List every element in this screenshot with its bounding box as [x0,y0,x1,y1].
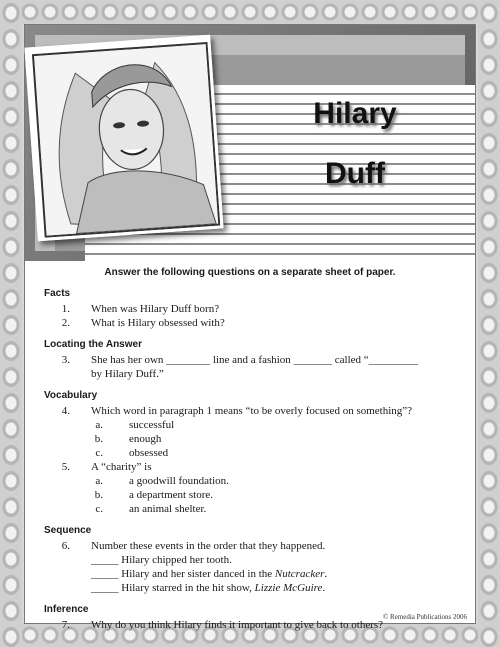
copyright-notice: © Remedia Publications 2006 [382,613,467,621]
answer-option: b. enough [94,433,162,445]
section-facts [44,287,469,330]
decorative-border-left [0,0,22,647]
answer-option: c. an animal shelter. [95,503,207,515]
section-heading: Vocabulary [44,390,98,401]
question-3: 3. She has her own ________ line and a fashion _______ called “_________ [61,354,419,366]
section-heading: Inference [44,604,89,615]
question-1: 1. When was Hilary Duff born? [61,303,220,315]
section-locating-answer [44,338,469,381]
question-5: 5. A “charity” is [61,461,152,473]
answer-option: a. successful [95,419,175,431]
question-6: 6. Number these events in the order that they happened. [61,540,326,552]
section-heading: Locating the Answer [44,339,142,350]
worksheet-page [24,24,476,631]
question-4: 4. Which word in paragraph 1 means “to be overly focused on something”? [61,405,413,417]
title-last-name: Duff [325,157,385,190]
section-heading: Facts [44,288,71,299]
section-vocabulary [44,389,469,516]
instructions: Answer the following questions on a separate sheet of paper. [104,267,396,278]
questions-content [44,287,469,640]
answer-option: a. a goodwill foundation. [95,475,229,487]
sequence-event: _____ Hilary starred in the hit show, Lizzie McGuire. [91,582,326,594]
question-3-continued: by Hilary Duff.” [91,368,164,380]
portrait-photo [24,35,223,242]
decorative-border-top [0,0,500,24]
sequence-event: _____ Hilary and her sister danced in the Nutcracker. [91,568,328,580]
sequence-event: _____ Hilary chipped her tooth. [91,554,232,566]
decorative-border-right [478,0,500,647]
answer-option: c. obsessed [95,447,169,459]
section-sequence [44,524,469,595]
section-heading: Sequence [44,525,92,536]
question-7: 7. Why do you think Hilary finds it important to give back to others? [61,619,384,631]
portrait-sketch [34,44,218,236]
title-first-name: Hilary [313,97,397,130]
answer-option: b. a department store. [94,489,213,501]
header-banner [25,25,475,261]
question-2: 2. What is Hilary obsessed with? [61,317,225,329]
